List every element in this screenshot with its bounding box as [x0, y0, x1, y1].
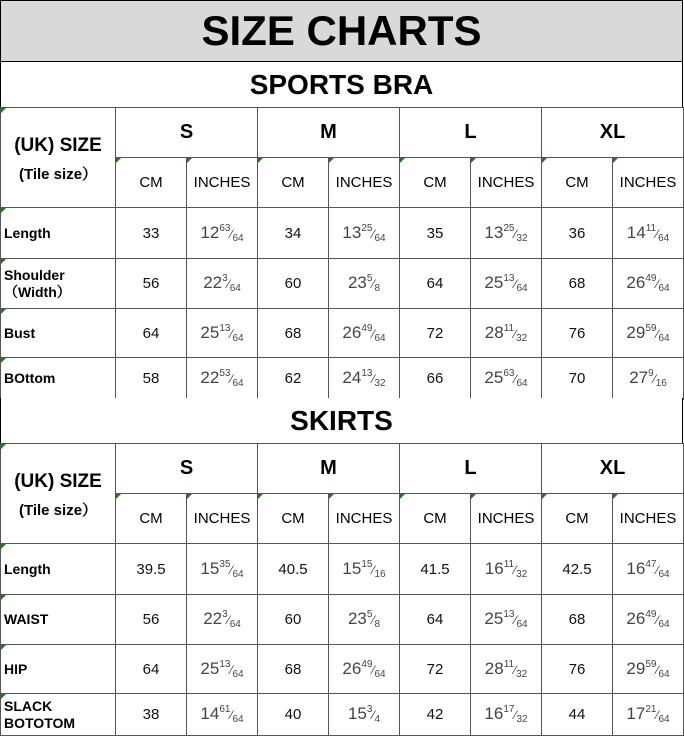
inches-whole: 27: [629, 368, 649, 387]
inches-value: [187, 694, 258, 736]
fraction-slash: ⁄: [514, 662, 517, 677]
inches-value: [329, 259, 400, 309]
fraction-numerator: 49: [645, 609, 657, 620]
table-row: [1, 544, 684, 595]
fraction-denominator: 64: [658, 668, 670, 680]
unit-inches-header: INCHES: [187, 158, 258, 208]
inches-whole: 23: [347, 609, 367, 628]
size-header: M: [258, 444, 400, 494]
inches-whole: 13: [342, 222, 362, 242]
fraction-numerator: 13: [503, 609, 515, 620]
fraction-denominator: 32: [516, 232, 528, 244]
fraction-slash: ⁄: [227, 613, 230, 627]
inches-whole: 25: [484, 368, 504, 387]
fraction-denominator: 8: [374, 619, 381, 630]
unit-cm-header: CM: [400, 494, 471, 544]
inches-whole: 26: [626, 609, 646, 628]
fraction-denominator: 64: [232, 668, 244, 680]
fraction-slash: ⁄: [656, 562, 659, 577]
size-header: XL: [542, 108, 684, 158]
fraction-numerator: 61: [219, 704, 231, 715]
cm-value: 64: [116, 309, 187, 358]
fraction-numerator: 5: [366, 273, 373, 284]
measurement-label-line: Shoulder: [4, 266, 65, 283]
inches-value: [613, 694, 684, 736]
fraction-numerator: 49: [361, 322, 373, 334]
fraction-slash: ⁄: [656, 277, 659, 291]
inches-value: [187, 309, 258, 358]
measurement-label-line: Bust: [4, 324, 36, 341]
cm-value: 38: [116, 694, 187, 736]
fraction-numerator: 13: [219, 322, 231, 334]
measurement-label: [1, 544, 116, 595]
unit-inches-header: INCHES: [613, 494, 684, 544]
fraction-slash: ⁄: [656, 662, 659, 677]
fraction-denominator: 64: [232, 714, 244, 725]
fraction-numerator: 53: [219, 368, 231, 379]
unit-inches-header: INCHES: [187, 494, 258, 544]
cm-value: 72: [400, 309, 471, 358]
fraction-numerator: 13: [219, 658, 231, 670]
unit-cm-header: CM: [542, 494, 613, 544]
fraction-denominator: 64: [516, 619, 528, 630]
cm-value: 42: [400, 694, 471, 736]
cm-value: 76: [542, 309, 613, 358]
inches-whole: 29: [626, 658, 646, 678]
cm-value: 56: [116, 259, 187, 309]
cm-value: 68: [258, 309, 329, 358]
table-row: [1, 645, 684, 694]
fraction-numerator: 63: [503, 368, 515, 379]
fraction-slash: ⁄: [372, 226, 375, 241]
inches-whole: 22: [203, 273, 223, 292]
measurement-label: [1, 595, 116, 645]
cm-value: 33: [116, 208, 187, 259]
table-row: [1, 358, 684, 400]
fraction-denominator: 64: [229, 283, 241, 294]
uk-size-header: [1, 108, 116, 208]
fraction-numerator: 5: [366, 609, 373, 620]
inches-value: [329, 694, 400, 736]
inches-whole: 16: [484, 704, 504, 723]
fraction-denominator: 16: [655, 378, 667, 389]
table-row: [1, 259, 684, 309]
inches-value: [187, 358, 258, 400]
inches-value: [329, 645, 400, 694]
fraction-numerator: 49: [361, 658, 373, 670]
size-header: S: [116, 108, 258, 158]
unit-cm-header: CM: [542, 158, 613, 208]
fraction-denominator: 4: [374, 714, 381, 725]
fraction-slash: ⁄: [656, 613, 659, 627]
inches-whole: 23: [347, 273, 367, 292]
measurement-label: [1, 309, 116, 358]
cm-value: 64: [116, 645, 187, 694]
unit-inches-header: INCHES: [471, 158, 542, 208]
inches-value: [329, 358, 400, 400]
fraction-numerator: 17: [503, 704, 515, 715]
inches-value: [471, 358, 542, 400]
table-row: [1, 208, 684, 259]
inches-whole: 24: [342, 368, 362, 387]
inches-whole: 26: [342, 658, 362, 678]
inches-whole: 28: [484, 658, 504, 678]
cm-value: 56: [116, 595, 187, 645]
fraction-denominator: 64: [516, 283, 528, 294]
inches-value: [471, 259, 542, 309]
inches-whole: 25: [200, 322, 220, 342]
fraction-numerator: 25: [361, 222, 373, 234]
fraction-denominator: 64: [374, 332, 386, 344]
fraction-denominator: 64: [229, 619, 241, 630]
inches-value: [187, 645, 258, 694]
fraction-slash: ⁄: [372, 562, 375, 577]
cm-value: 68: [542, 595, 613, 645]
fraction-denominator: 64: [232, 378, 244, 389]
fraction-denominator: 64: [232, 568, 244, 580]
fraction-numerator: 21: [645, 704, 657, 715]
fraction-numerator: 25: [503, 222, 515, 234]
measurement-label-line: SLACK: [4, 697, 53, 714]
measurement-label: [1, 358, 116, 400]
inches-whole: 12: [200, 222, 220, 242]
section-title: SKIRTS: [0, 398, 683, 443]
uk-size-label: (UK) SIZE: [14, 471, 102, 492]
inches-value: [471, 544, 542, 595]
cm-value: 35: [400, 208, 471, 259]
tile-size-label: (Tile size）: [18, 502, 98, 519]
measurement-label: [1, 208, 116, 259]
fraction-denominator: 8: [374, 283, 381, 294]
fraction-slash: ⁄: [514, 226, 517, 241]
inches-value: [613, 544, 684, 595]
fraction-numerator: 11: [503, 558, 515, 570]
fraction-slash: ⁄: [372, 277, 375, 291]
inches-whole: 15: [200, 558, 220, 578]
inches-whole: 22: [203, 609, 223, 628]
measurement-label-line: Length: [4, 224, 51, 241]
fraction-slash: ⁄: [372, 708, 375, 722]
inches-whole: 16: [484, 558, 504, 578]
size-header: L: [400, 444, 542, 494]
fraction-denominator: 64: [658, 568, 670, 580]
fraction-slash: ⁄: [230, 662, 233, 677]
inches-value: [329, 309, 400, 358]
size-header: L: [400, 108, 542, 158]
inches-whole: 26: [626, 273, 646, 292]
fraction-denominator: 32: [516, 714, 528, 725]
inches-value: [187, 208, 258, 259]
fraction-slash: ⁄: [514, 372, 517, 386]
fraction-slash: ⁄: [227, 277, 230, 291]
cm-value: 34: [258, 208, 329, 259]
unit-cm-header: CM: [258, 494, 329, 544]
unit-cm-header: CM: [400, 158, 471, 208]
fraction-denominator: 32: [516, 568, 528, 580]
fraction-denominator: 64: [232, 232, 244, 244]
fraction-slash: ⁄: [653, 372, 656, 386]
unit-cm-header: CM: [116, 158, 187, 208]
fraction-denominator: 64: [658, 332, 670, 344]
inches-value: [187, 595, 258, 645]
measurement-label-line: BOttom: [4, 370, 56, 386]
fraction-denominator: 32: [516, 332, 528, 344]
fraction-numerator: 3: [222, 273, 228, 284]
inches-value: [613, 358, 684, 400]
fraction-numerator: 11: [503, 658, 515, 670]
page-title: SIZE CHARTS: [0, 0, 683, 62]
uk-size-header: [1, 444, 116, 544]
fraction-denominator: 64: [232, 332, 244, 344]
cm-value: 68: [542, 259, 613, 309]
fraction-slash: ⁄: [230, 226, 233, 241]
cm-value: 40.5: [258, 544, 329, 595]
fraction-denominator: 64: [374, 232, 386, 244]
inches-whole: 16: [626, 558, 646, 578]
table-row: [1, 309, 684, 358]
cm-value: 62: [258, 358, 329, 400]
cm-value: 70: [542, 358, 613, 400]
fraction-numerator: 11: [645, 222, 657, 234]
inches-whole: 26: [342, 322, 362, 342]
fraction-denominator: 32: [516, 668, 528, 680]
unit-cm-header: CM: [116, 494, 187, 544]
inches-value: [187, 544, 258, 595]
fraction-denominator: 64: [658, 714, 670, 725]
inches-value: [471, 309, 542, 358]
fraction-denominator: 32: [374, 378, 386, 389]
cm-value: 41.5: [400, 544, 471, 595]
inches-whole: 17: [626, 704, 646, 723]
inches-value: [471, 208, 542, 259]
inches-value: [613, 208, 684, 259]
fraction-numerator: 3: [222, 609, 228, 620]
fraction-slash: ⁄: [230, 708, 233, 722]
inches-value: [329, 208, 400, 259]
size-table: [0, 443, 684, 736]
inches-whole: 14: [200, 704, 220, 723]
cm-value: 72: [400, 645, 471, 694]
fraction-numerator: 9: [648, 368, 654, 379]
tile-size-label: (Tile size）: [18, 166, 98, 183]
cm-value: 40: [258, 694, 329, 736]
fraction-denominator: 64: [658, 619, 670, 630]
measurement-label: [1, 694, 116, 736]
unit-cm-header: CM: [258, 158, 329, 208]
measurement-label-line: HIP: [4, 660, 28, 677]
inches-whole: 15: [347, 704, 367, 723]
fraction-slash: ⁄: [372, 326, 375, 341]
cm-value: 60: [258, 259, 329, 309]
fraction-numerator: 11: [503, 322, 515, 334]
inches-value: [613, 595, 684, 645]
inches-whole: 29: [626, 322, 646, 342]
cm-value: 44: [542, 694, 613, 736]
unit-inches-header: INCHES: [329, 158, 400, 208]
measurement-label-line: WAIST: [4, 611, 49, 627]
cm-value: 76: [542, 645, 613, 694]
fraction-slash: ⁄: [514, 562, 517, 577]
uk-size-label: (UK) SIZE: [14, 135, 102, 156]
cm-value: 64: [400, 595, 471, 645]
inches-value: [613, 259, 684, 309]
fraction-slash: ⁄: [230, 562, 233, 577]
inches-value: [471, 645, 542, 694]
cm-value: 68: [258, 645, 329, 694]
inches-whole: 25: [484, 609, 504, 628]
measurement-label-line: Length: [4, 560, 51, 577]
cm-value: 36: [542, 208, 613, 259]
cm-value: 39.5: [116, 544, 187, 595]
fraction-slash: ⁄: [514, 613, 517, 627]
measurement-label: [1, 259, 116, 309]
fraction-slash: ⁄: [514, 708, 517, 722]
inches-value: [613, 645, 684, 694]
inches-whole: 14: [626, 222, 646, 242]
fraction-numerator: 63: [219, 222, 231, 234]
fraction-numerator: 15: [361, 558, 373, 570]
fraction-numerator: 35: [219, 558, 231, 570]
fraction-denominator: 64: [658, 232, 670, 244]
fraction-slash: ⁄: [372, 372, 375, 386]
fraction-slash: ⁄: [656, 226, 659, 241]
fraction-denominator: 64: [516, 378, 528, 389]
size-header: XL: [542, 444, 684, 494]
fraction-numerator: 59: [645, 322, 657, 334]
size-header: S: [116, 444, 258, 494]
fraction-slash: ⁄: [372, 662, 375, 677]
inches-value: [187, 259, 258, 309]
fraction-denominator: 16: [374, 568, 386, 580]
fraction-denominator: 64: [374, 668, 386, 680]
fraction-numerator: 49: [645, 273, 657, 284]
inches-whole: 28: [484, 322, 504, 342]
unit-inches-header: INCHES: [613, 158, 684, 208]
inches-whole: 15: [342, 558, 362, 578]
fraction-slash: ⁄: [656, 708, 659, 722]
inches-whole: 22: [200, 368, 220, 387]
cm-value: 42.5: [542, 544, 613, 595]
cm-value: 66: [400, 358, 471, 400]
fraction-numerator: 13: [503, 273, 515, 284]
section-title: SPORTS BRA: [0, 62, 683, 107]
inches-value: [471, 595, 542, 645]
fraction-numerator: 13: [361, 368, 373, 379]
measurement-label-line: （Width）: [4, 283, 71, 300]
table-row: [1, 595, 684, 645]
unit-inches-header: INCHES: [471, 494, 542, 544]
cm-value: 60: [258, 595, 329, 645]
inches-whole: 25: [484, 273, 504, 292]
fraction-slash: ⁄: [230, 372, 233, 386]
fraction-numerator: 59: [645, 658, 657, 670]
inches-value: [613, 309, 684, 358]
measurement-label-line: BOTOTOM: [4, 714, 76, 731]
inches-whole: 13: [484, 222, 504, 242]
inches-value: [329, 595, 400, 645]
fraction-slash: ⁄: [656, 326, 659, 341]
fraction-numerator: 3: [366, 704, 373, 715]
size-table: [0, 107, 684, 400]
size-header: M: [258, 108, 400, 158]
fraction-slash: ⁄: [230, 326, 233, 341]
fraction-slash: ⁄: [514, 326, 517, 341]
unit-inches-header: INCHES: [329, 494, 400, 544]
inches-value: [471, 694, 542, 736]
fraction-denominator: 64: [658, 283, 670, 294]
inches-value: [329, 544, 400, 595]
fraction-slash: ⁄: [514, 277, 517, 291]
fraction-numerator: 47: [645, 558, 657, 570]
table-row: [1, 694, 684, 736]
cm-value: 64: [400, 259, 471, 309]
inches-whole: 25: [200, 658, 220, 678]
fraction-slash: ⁄: [372, 613, 375, 627]
measurement-label: [1, 645, 116, 694]
cm-value: 58: [116, 358, 187, 400]
